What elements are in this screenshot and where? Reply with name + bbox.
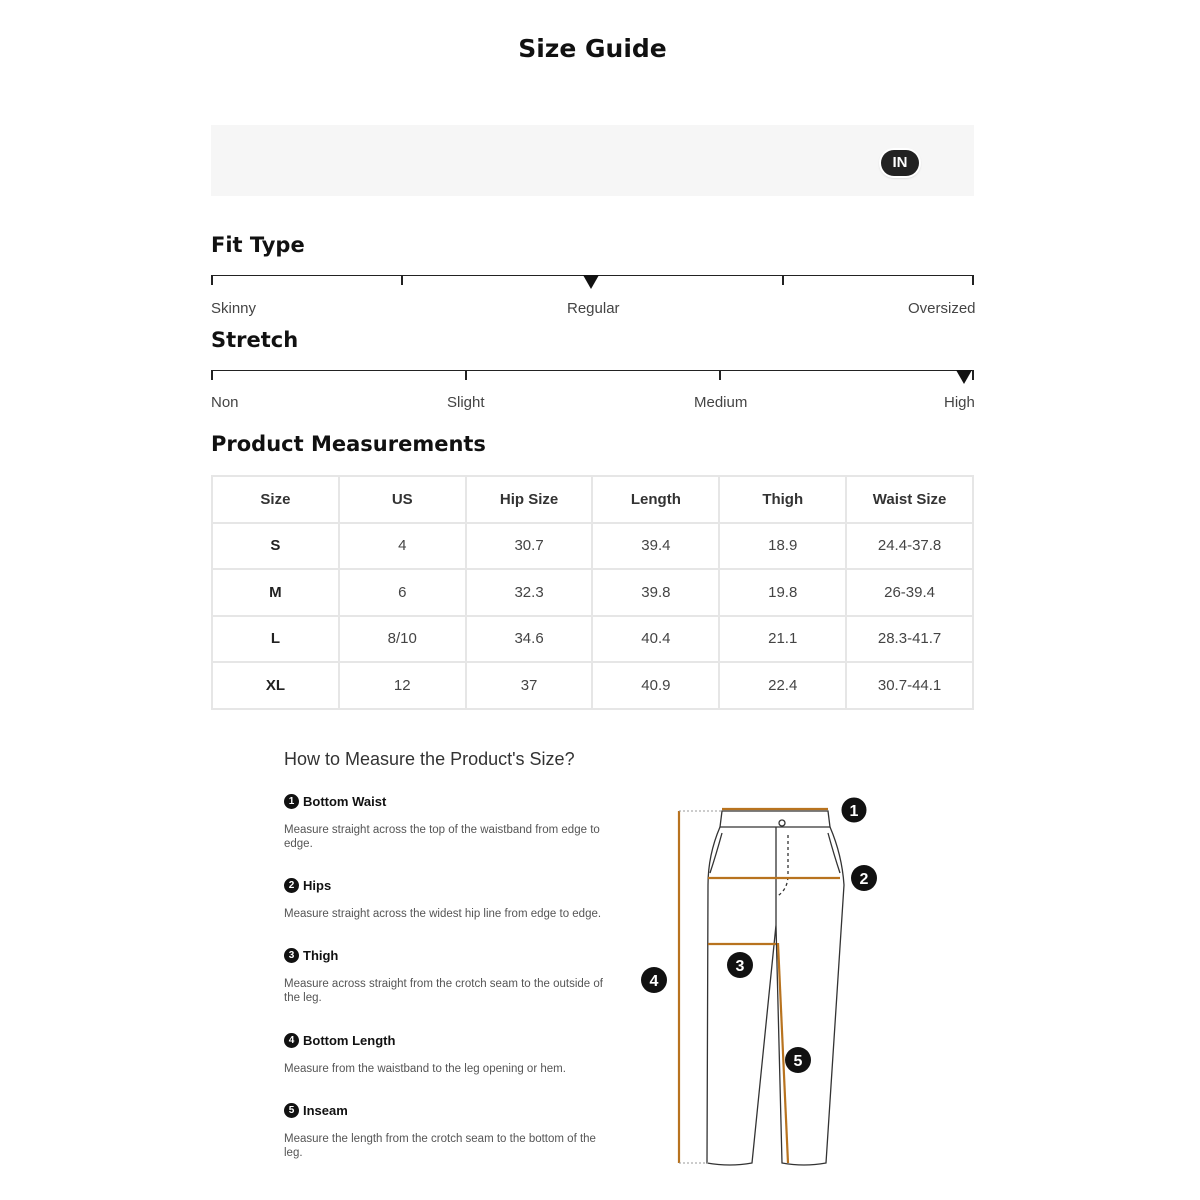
table-cell: 39.8 <box>592 569 719 616</box>
table-cell: 39.4 <box>592 523 719 570</box>
badge-2-label: 2 <box>859 871 869 888</box>
badge-1-label: 1 <box>849 803 859 820</box>
measurements-table <box>211 475 974 710</box>
badge-4-label: 4 <box>649 973 659 990</box>
table-cell: 30.7-44.1 <box>846 662 973 709</box>
stretch-label-non: Non <box>211 394 239 411</box>
fit-label-skinny: Skinny <box>211 300 257 317</box>
stretch-label-medium: Medium <box>694 394 748 411</box>
table-cell: XL <box>212 662 339 709</box>
step-bottom-length <box>284 1033 614 1076</box>
step-title: Thigh <box>303 948 339 963</box>
table-cell: 18.9 <box>719 523 846 570</box>
table-cell: 26-39.4 <box>846 569 973 616</box>
number-badge-icon: 5 <box>284 1103 299 1118</box>
fit-type-scale <box>211 275 974 287</box>
table-cell: 28.3-41.7 <box>846 616 973 663</box>
table-cell: 37 <box>466 662 593 709</box>
button-icon <box>779 820 785 826</box>
col-header-us: US <box>339 476 466 523</box>
step-desc: Measure the length from the crotch seam to the bottom of the leg. <box>284 1133 596 1159</box>
step-desc: Measure straight across the widest hip line from edge to edge. <box>284 908 602 920</box>
scale-tick <box>782 275 784 285</box>
scale-tick <box>465 370 467 380</box>
step-title: Hips <box>303 878 332 893</box>
table-cell: 21.1 <box>719 616 846 663</box>
col-header-length: Length <box>592 476 719 523</box>
scale-tick <box>719 370 721 380</box>
step-bottom-waist <box>284 794 614 851</box>
badge-5-label: 5 <box>793 1053 803 1070</box>
table-cell: S <box>212 523 339 570</box>
table-cell: 40.4 <box>592 616 719 663</box>
fly-stitch <box>776 835 788 897</box>
table-row <box>212 662 973 709</box>
step-thigh <box>284 948 614 1005</box>
table-cell: 8/10 <box>339 616 466 663</box>
table-row <box>212 569 973 616</box>
diagram-badges <box>641 797 877 1073</box>
step-title: Bottom Length <box>303 1033 396 1048</box>
step-desc: Measure from the waistband to the leg opening or hem. <box>284 1063 566 1075</box>
scale-tick <box>972 275 974 285</box>
stretch-label-slight: Slight <box>447 394 485 411</box>
scale-tick <box>211 370 213 380</box>
table-row <box>212 523 973 570</box>
number-badge-icon: 4 <box>284 1033 299 1048</box>
table-cell: 40.9 <box>592 662 719 709</box>
table-cell: 30.7 <box>466 523 593 570</box>
step-desc: Measure straight across the top of the waistband from edge to edge. <box>284 824 600 850</box>
table-cell: 12 <box>339 662 466 709</box>
stretch-label-high: High <box>944 394 975 411</box>
scale-tick <box>972 370 974 380</box>
table-header-row <box>212 476 973 523</box>
waistband-outline <box>720 811 830 827</box>
fit-label-regular: Regular <box>567 300 620 317</box>
table-cell: 32.3 <box>466 569 593 616</box>
measurements-heading: Product Measurements <box>211 432 486 456</box>
pants-diagram-icon <box>630 785 890 1175</box>
scale-tick <box>211 275 213 285</box>
stretch-heading: Stretch <box>211 328 299 352</box>
table-cell: 22.4 <box>719 662 846 709</box>
col-header-waist: Waist Size <box>846 476 973 523</box>
step-title: Bottom Waist <box>303 794 387 809</box>
fit-type-marker-icon <box>583 275 599 289</box>
table-cell: L <box>212 616 339 663</box>
table-cell: 24.4-37.8 <box>846 523 973 570</box>
table-row <box>212 616 973 663</box>
step-hips <box>284 878 614 921</box>
table-cell: 19.8 <box>719 569 846 616</box>
stretch-marker-icon <box>956 370 972 384</box>
col-header-size: Size <box>212 476 339 523</box>
number-badge-icon: 1 <box>284 794 299 809</box>
stretch-scale <box>211 370 974 382</box>
col-header-thigh: Thigh <box>719 476 846 523</box>
fit-type-heading: Fit Type <box>211 233 305 257</box>
step-desc: Measure across straight from the crotch seam to the outside of the leg. <box>284 978 603 1004</box>
col-header-hip: Hip Size <box>466 476 593 523</box>
number-badge-icon: 3 <box>284 948 299 963</box>
unit-toggle-bar <box>211 125 974 196</box>
how-to-heading: How to Measure the Product's Size? <box>284 749 575 769</box>
step-title: Inseam <box>303 1103 348 1118</box>
number-badge-icon: 2 <box>284 878 299 893</box>
table-cell: 6 <box>339 569 466 616</box>
table-cell: 4 <box>339 523 466 570</box>
scale-tick <box>401 275 403 285</box>
table-cell: M <box>212 569 339 616</box>
table-cell: 34.6 <box>466 616 593 663</box>
unit-toggle-in[interactable]: IN <box>881 150 919 176</box>
badge-3-label: 3 <box>735 958 745 975</box>
step-inseam <box>284 1103 614 1160</box>
page-title: Size Guide <box>518 34 667 63</box>
fit-label-oversized: Oversized <box>908 300 976 317</box>
